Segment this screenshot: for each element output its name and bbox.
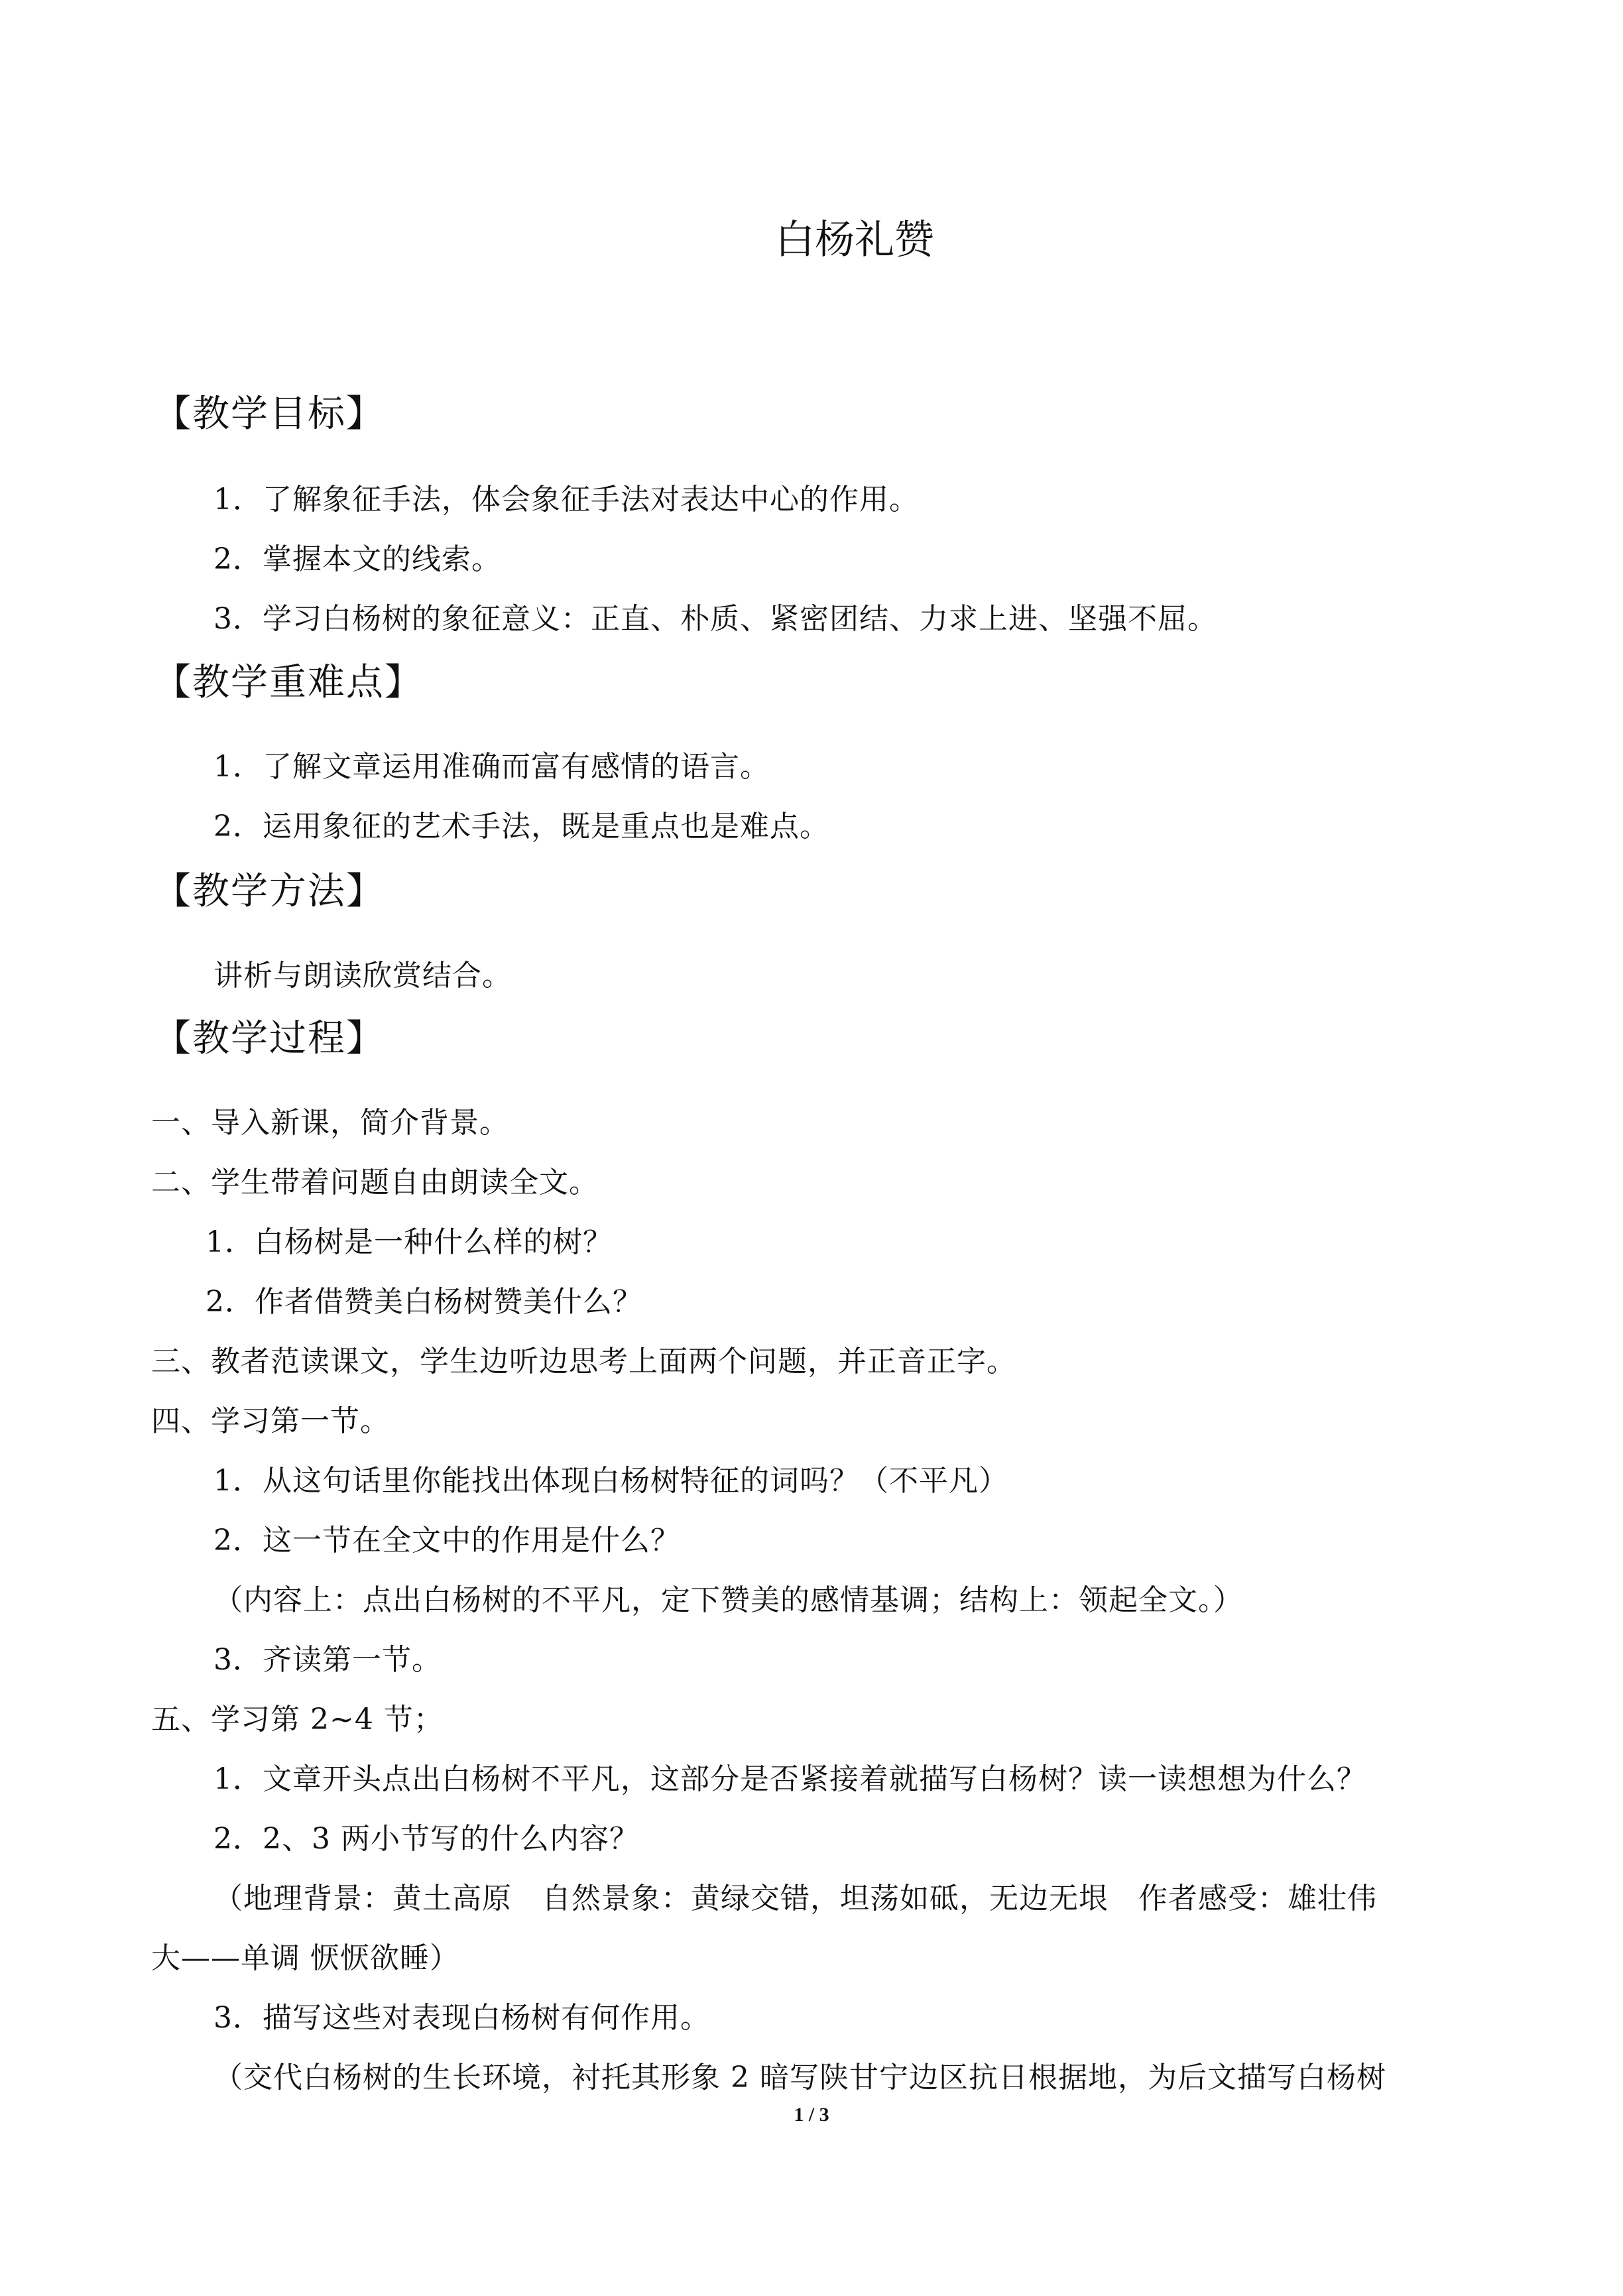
process-line: 2．作者借赞美白杨树赞美什么？ — [206, 1285, 642, 1319]
process-line: 2．2、3 两小节写的什么内容？ — [213, 1822, 639, 1856]
process-line: 3．描写这些对表现白杨树有何作用。 — [213, 2001, 710, 2035]
page-number: 1 / 3 — [794, 2104, 829, 2126]
process-line: 四、学习第一节。 — [151, 1404, 390, 1438]
methods-text: 讲析与朗读欣赏结合。 — [213, 959, 512, 993]
section-heading-key-points: 【教学重难点】 — [154, 661, 423, 704]
process-line: 三、教者范读课文，学生边听边思考上面两个问题，并正音正字。 — [151, 1345, 1016, 1378]
section-heading-objectives: 【教学目标】 — [154, 393, 385, 436]
process-line: （地理背景：黄土高原 自然景象：黄绿交错，坦荡如砥，无边无垠 作者感受：雄壮伟 — [213, 1882, 1377, 1915]
key-point-item-1: 1．了解文章运用准确而富有感情的语言。 — [213, 750, 770, 784]
process-line: 1．从这句话里你能找出体现白杨树特征的词吗？（不平凡） — [213, 1464, 1008, 1498]
section-heading-process: 【教学过程】 — [154, 1017, 385, 1060]
objective-item-1: 1．了解象征手法，体会象征手法对表达中心的作用。 — [213, 483, 919, 516]
process-line: 3．齐读第一节。 — [213, 1643, 442, 1677]
page-title: 白杨礼赞 — [775, 217, 934, 263]
process-line: 五、学习第 2~4 节； — [151, 1703, 444, 1736]
process-line: （交代白杨树的生长环境，衬托其形象 2 暗写陕甘宁边区抗日根据地，为后文描写白杨树 — [213, 2061, 1386, 2094]
objective-item-3: 3．学习白杨树的象征意义：正直、朴质、紧密团结、力求上进、坚强不屈。 — [213, 602, 1217, 636]
process-line: 1．文章开头点出白杨树不平凡，这部分是否紧接着就描写白杨树？读一读想想为什么？ — [213, 1762, 1366, 1796]
process-line: 大——单调 恹恹欲睡） — [151, 1941, 459, 1975]
process-line: （内容上：点出白杨树的不平凡，定下赞美的感情基调；结构上：领起全文。） — [213, 1583, 1243, 1617]
key-point-item-2: 2．运用象征的艺术手法，既是重点也是难点。 — [213, 810, 829, 843]
objective-item-2: 2．掌握本文的线索。 — [213, 542, 501, 576]
process-line: 1．白杨树是一种什么样的树？ — [206, 1225, 613, 1259]
section-heading-methods: 【教学方法】 — [154, 870, 385, 913]
process-line: 二、学生带着问题自由朗读全文。 — [151, 1166, 599, 1199]
process-line: 2．这一节在全文中的作用是什么？ — [213, 1524, 680, 1557]
process-line: 一、导入新课，简介背景。 — [151, 1106, 509, 1140]
